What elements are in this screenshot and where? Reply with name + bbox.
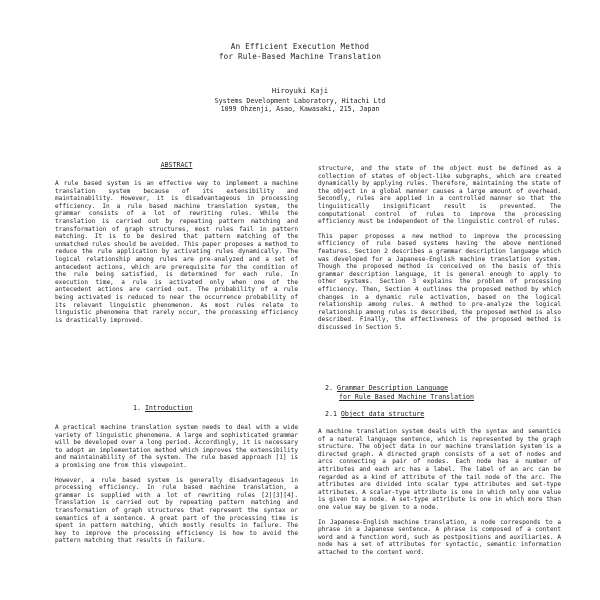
right-column-intro — [318, 165, 561, 331]
subsection-2-1-heading — [325, 410, 424, 418]
section-1-body — [55, 424, 298, 545]
abstract-text: A rule based system is an effective way to implement a machine translation system because of its extensibility and maintainability. However, it is disadvantageous in processing efficiency. In a rule based machine translation system, the grammar consists of a lot of rewriting rules. While the translation is carried out by repeating pattern matching and transformation of graph structures, most rules fail in pattern matching. It is to be desired that pattern matching of the unmatched rules should be avoided. This paper proposes a method to reduce the rule application by activating rules dynamically. The logical relationship among rules are pre-analyzed and a set of antecedent actions, which are prerequisite for the condition of the rule being satisfied, is determined for each rule. In execution time, a rule is activated only when one of the antecedent actions are carried out. The probability of a rule being activated is reduced to near the occurrence probability of its relevant linguistic phenomenon. As most rules relate to linguistic phenomena that rarely occur, the processing efficiency is drastically improved. — [55, 180, 298, 324]
section-2-title-line-2: for Rule Based Machine Translation — [339, 393, 474, 401]
intro-paragraph-overview: This paper proposes a new method to improve the processing efficiency of rule based systems having the above mentioned features. Section 2 describes a grammar description language which was developed for a Japanese-English machine translation system. Though the proposed method is conceived on the basis of this grammar description language, it is general enough to apply to other systems. Section 3 explains the problem of processing efficiency. Then, Section 4 outlines the proposed method by which changes in a dynamic rule activation, based on the logical relationship among rules. A method to pre-analyze the logical relationship among rules is described, the proposed method is also described. Finally, the effectiveness of the proposed method is discussed in Section 5. — [318, 232, 561, 331]
section-1-title: Introduction — [144, 404, 193, 412]
subsection-2-1-number: 2.1 — [325, 410, 337, 418]
section-2-heading-line-2 — [339, 393, 474, 401]
section-2-body — [318, 428, 561, 557]
section-1-number: 1. — [133, 404, 141, 412]
paper-title-line-1: An Efficient Execution Method — [230, 42, 370, 51]
section-2-paragraph-1: A machine translation system deals with the syntax and semantics of a natural language sentence, which is represented by the graph structure. The object data in our machine translation system is a directed graph. A directed graph consists of a set of nodes and arcs connecting a pair of nodes. Each node has a number of attributes and each arc has a label. The label of an arc can be regarded as a kind of attribute of the tail node of the arc. The attributes are divided into scalar type attributes and set-type attributes. A scalar-type attribute is one in which only one value is given to a node. A set-type attribute is one in which more than one value may be given to a node. — [318, 428, 561, 511]
section-1-paragraph-2: However, a rule based system is generally disadvantageous in processing efficiency. In rule based machine translation, a grammar is supplied with a lot of rewriting rules [2][3][4]. Translation is carried out by repeating pattern matching and transformation of graph structures that represent the syntax or semantics of a sentence. A great part of the processing time is spent in pattern matching, which mostly results in failure. The key to improve the processing efficiency is how to avoid the pattern matching that results in failure. — [55, 476, 298, 545]
affiliation-line-2: 1099 Ohzenji, Asao, Kawasaki, 215, Japan — [220, 105, 380, 113]
author-name: Hiroyuki Kaji — [271, 86, 329, 95]
section-2-title-line-1: Grammar Description Language — [336, 384, 449, 392]
section-2-number: 2. — [325, 384, 333, 392]
abstract-heading: ABSTRACT — [160, 161, 193, 169]
abstract-body — [55, 180, 298, 324]
affiliation-line-1: Systems Development Laboratory, Hitachi Ltd — [214, 97, 386, 105]
section-2-paragraph-2: In Japanese-English machine translation, a node corresponds to a phrase in a Japanese sentence. A phrase is composed of a content word and a function word, such as postpositions and auxiliaries. A node has a set of attributes for syntactic, semantic information attached to the content word. — [318, 518, 561, 556]
intro-paragraph-continued: structure, and the state of the object must be defined as a collection of states of object-like subgraphs, which are created dynamically by applying rules. Therefore, maintaining the state of the object in a global manner causes a large amount of overhead. Secondly, rules are applied in a controlled manner so that the linguistically insignificant result is prevented. The computational control of rules to improve the processing efficiency must be independent of the linguistic control of rules. — [318, 165, 561, 226]
section-2-heading — [325, 384, 448, 392]
section-1-heading — [133, 404, 193, 412]
section-1-paragraph-1: A practical machine translation system needs to deal with a wide variety of linguistic phenomena. A large and sophisticated grammar will be developed over a long period. Accordingly, it is necessary to adopt an implementation method which improves the extensibility and maintainability of the system. The rule based approach [1] is a promising one from this viewpoint. — [55, 424, 298, 469]
paper-title-line-2: for Rule-Based Machine Translation — [218, 52, 382, 61]
subsection-2-1-title: Object data structure — [340, 410, 425, 418]
